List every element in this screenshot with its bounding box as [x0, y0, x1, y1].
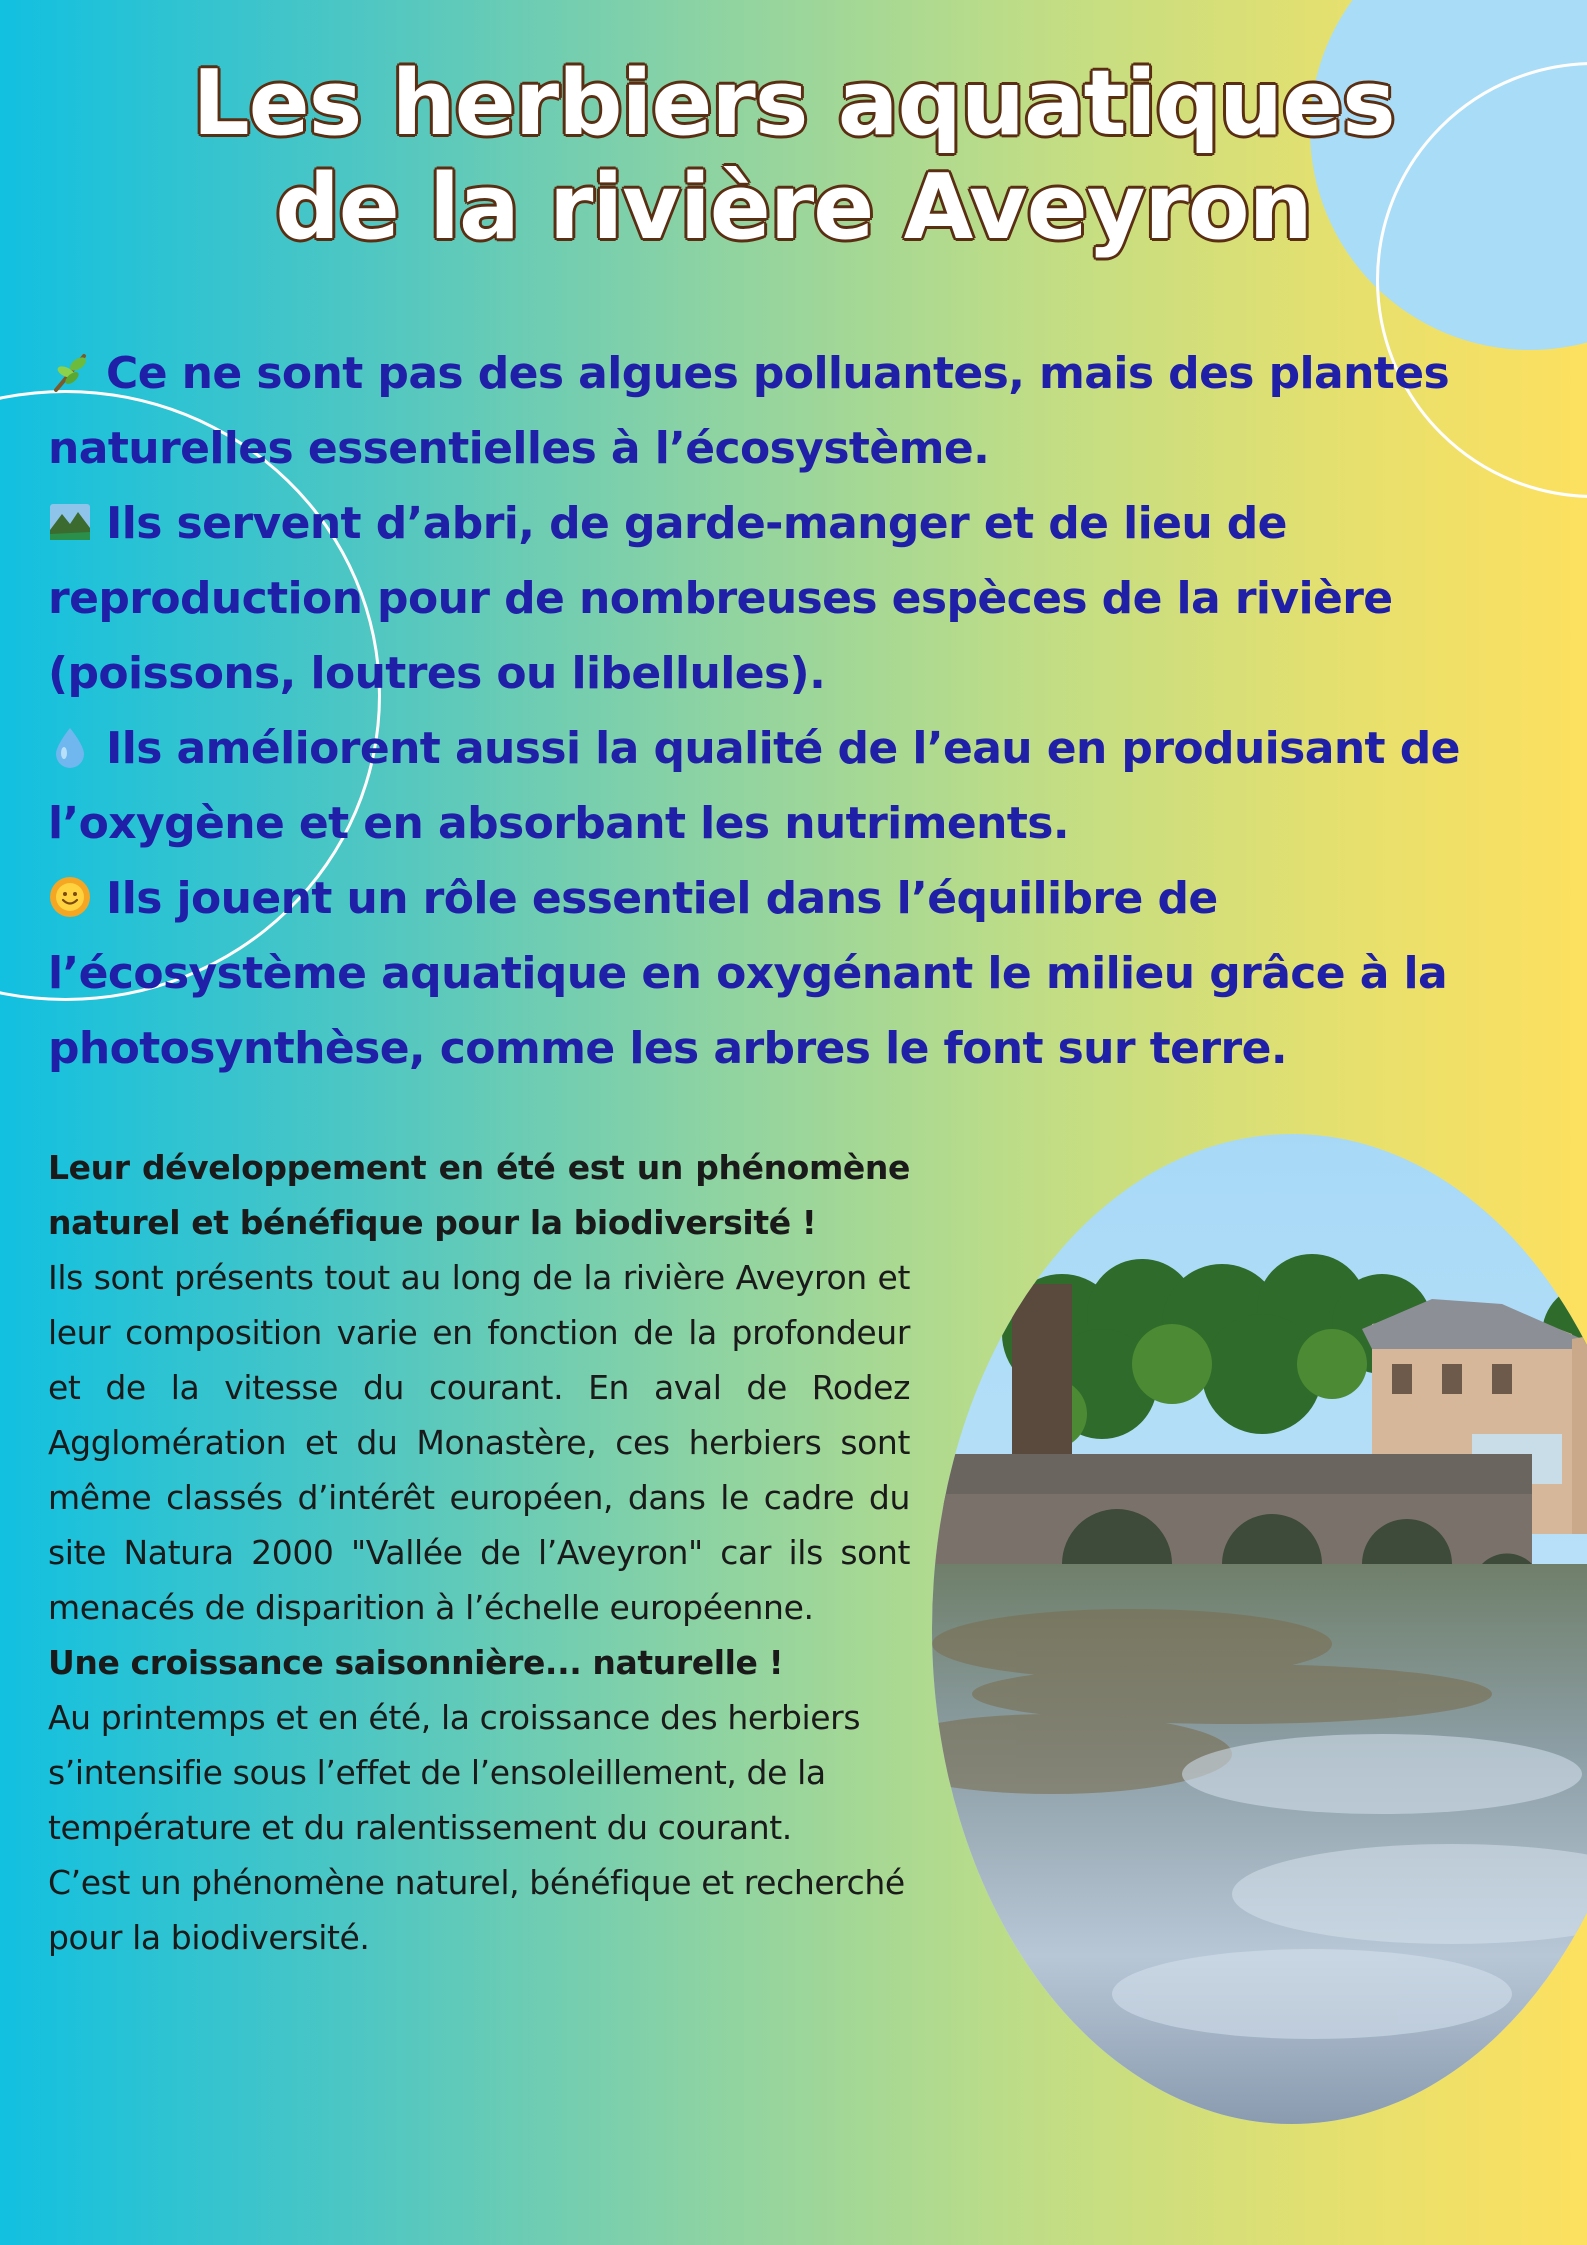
body-text [48, 1140, 910, 1965]
title-line-1: Les herbiers aquatiques [192, 51, 1395, 156]
body-paragraph: Ils sont présents tout au long de la rivière Aveyron et leur composition varie en fonction de la profondeur et de la vitesse du courant. En aval de Rodez Agglomération et du Monastère, ces herbiers sont même classés d’intérêt européen, dans le cadre du site Natura 2000 "Vallée de l’Aveyron" car ils sont menacés de disparition à l’échelle européenne. [48, 1258, 910, 1627]
sun-face-icon [48, 867, 92, 911]
intro-item [48, 336, 1548, 486]
page-title [0, 52, 1587, 260]
intro-item [48, 711, 1548, 861]
intro-text: Ils améliorent aussi la qualité de l’eau en produisant de l’oxygène et en absorbant les nutriments. [48, 723, 1460, 849]
title-line-2: de la rivière Aveyron [275, 155, 1312, 260]
intro-list [48, 336, 1548, 1086]
body-heading: Leur développement en été est un phénomène naturel et bénéfique pour la biodiversité ! [48, 1148, 910, 1242]
intro-text: Ce ne sont pas des algues polluantes, mais des plantes naturelles essentielles à l’écosystème. [48, 348, 1450, 474]
landscape-icon [48, 492, 92, 536]
droplet-icon [48, 717, 92, 761]
river-bridge-photo [932, 1134, 1587, 2124]
body-heading: Une croissance saisonnière... naturelle ! [48, 1643, 784, 1682]
body-paragraph: C’est un phénomène naturel, bénéfique et recherché pour la biodiversité. [48, 1863, 905, 1957]
seedling-icon [48, 342, 92, 386]
intro-text: Ils jouent un rôle essentiel dans l’équilibre de l’écosystème aquatique en oxygénant le milieu grâce à la photosynthèse, comme les arbres le font sur terre. [48, 873, 1448, 1074]
intro-item [48, 486, 1548, 711]
body-paragraph: Au printemps et en été, la croissance des herbiers s’intensifie sous l’effet de l’ensoleillement, de la température et du ralentissement du courant. [48, 1698, 861, 1847]
intro-text: Ils servent d’abri, de garde-manger et de lieu de reproduction pour de nombreuses espèces de la rivière (poissons, loutres ou libellules). [48, 498, 1393, 699]
intro-item [48, 861, 1548, 1086]
